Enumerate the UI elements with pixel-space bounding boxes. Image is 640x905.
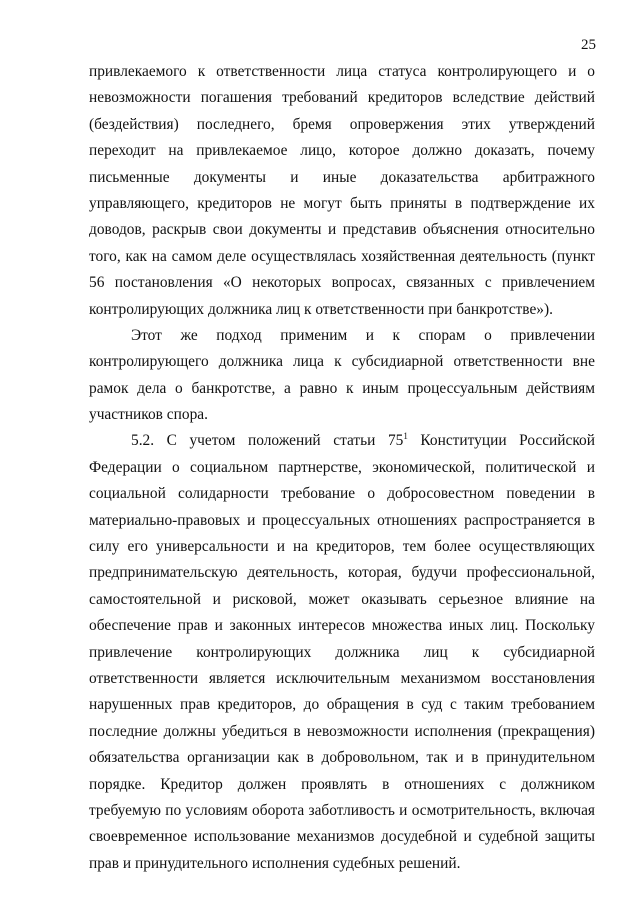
page-number: 25 (581, 37, 596, 53)
text-line: 56 постановления «О некоторых вопросах, связанных с привлечением (89, 274, 595, 292)
text-line: привлекаемого к ответственности лица статуса контролирующего и о (89, 63, 595, 80)
text-line-head: 5.2. С учетом положений статьи 75 (131, 432, 404, 450)
text-line: Этот же подход применим и к спорам о привлечении (131, 326, 595, 344)
text-line: невозможности погашения требований кредиторов вследствие действий (89, 89, 595, 107)
text-line: доводов, раскрыв свои документы и представив объяснения относительно (89, 221, 595, 239)
text-line: порядке. Кредитор должен проявлять в отношениях с должником (89, 775, 595, 793)
text-line: управляющего, кредиторов не могут быть приняты в подтверждение их (89, 194, 595, 212)
text-line: участников спора. (89, 406, 208, 424)
text-line: ответственности является исключительным механизмом восстановления (89, 669, 595, 687)
text-line: рамок дела о банкротстве, а равно к иным процессуальным действиям (89, 379, 595, 397)
text-line: самостоятельной и рисковой, может оказывать серьезное влияние на (89, 590, 595, 608)
text-line: материально-правовых и процессуальных отношениях распространяется в (89, 511, 595, 529)
text-line: требуемую по условиям оборота заботливость и осмотрительность, включая (89, 801, 595, 819)
body-text (89, 59, 595, 877)
text-line: обеспечение прав и законных интересов множества иных лиц. Поскольку (89, 617, 595, 635)
text-line: переходит на привлекаемое лицо, которое должно доказать, почему (89, 142, 595, 160)
text-line: силу его универсальности и на кредиторов, тем более осуществляющих (89, 538, 595, 556)
text-line: нарушенных прав кредиторов, до обращения в суд с таким требованием (89, 696, 595, 714)
text-line: (бездействия) последнего, бремя опровержения этих утверждений (89, 115, 595, 133)
text-line: предпринимательскую деятельность, которая, будучи профессиональной, (89, 564, 595, 582)
text-line: социальной солидарности требование о добросовестном поведении в (89, 485, 595, 503)
text-line: Федерации о социальном партнерстве, экономической, политической и (89, 458, 595, 476)
text-line: прав и принудительного исполнения судебных решений. (89, 854, 461, 872)
text-line: контролирующих должника лиц к ответственности при банкротстве»). (89, 300, 553, 318)
text-line: последние должны убедиться в невозможности исполнения (прекращения) (89, 722, 595, 740)
text-line: письменные документы и иные доказательства арбитражного (89, 168, 595, 186)
text-line-with-superscript (89, 428, 595, 454)
text-line: контролирующего должника лица к субсидиарной ответственности вне (89, 353, 595, 371)
text-line-tail: Конституции Российской (407, 432, 595, 450)
text-line: обязательства организации как в добровольном, так и в принудительном (89, 749, 595, 767)
article-superscript: 1 (403, 431, 408, 442)
text-line: того, как на самом деле осуществлялась хозяйственная деятельность (пункт (89, 247, 595, 265)
text-line: своевременное использование механизмов досудебной и судебной защиты (89, 828, 595, 846)
text-line: привлечение контролирующих должника лиц к субсидиарной (89, 643, 595, 661)
